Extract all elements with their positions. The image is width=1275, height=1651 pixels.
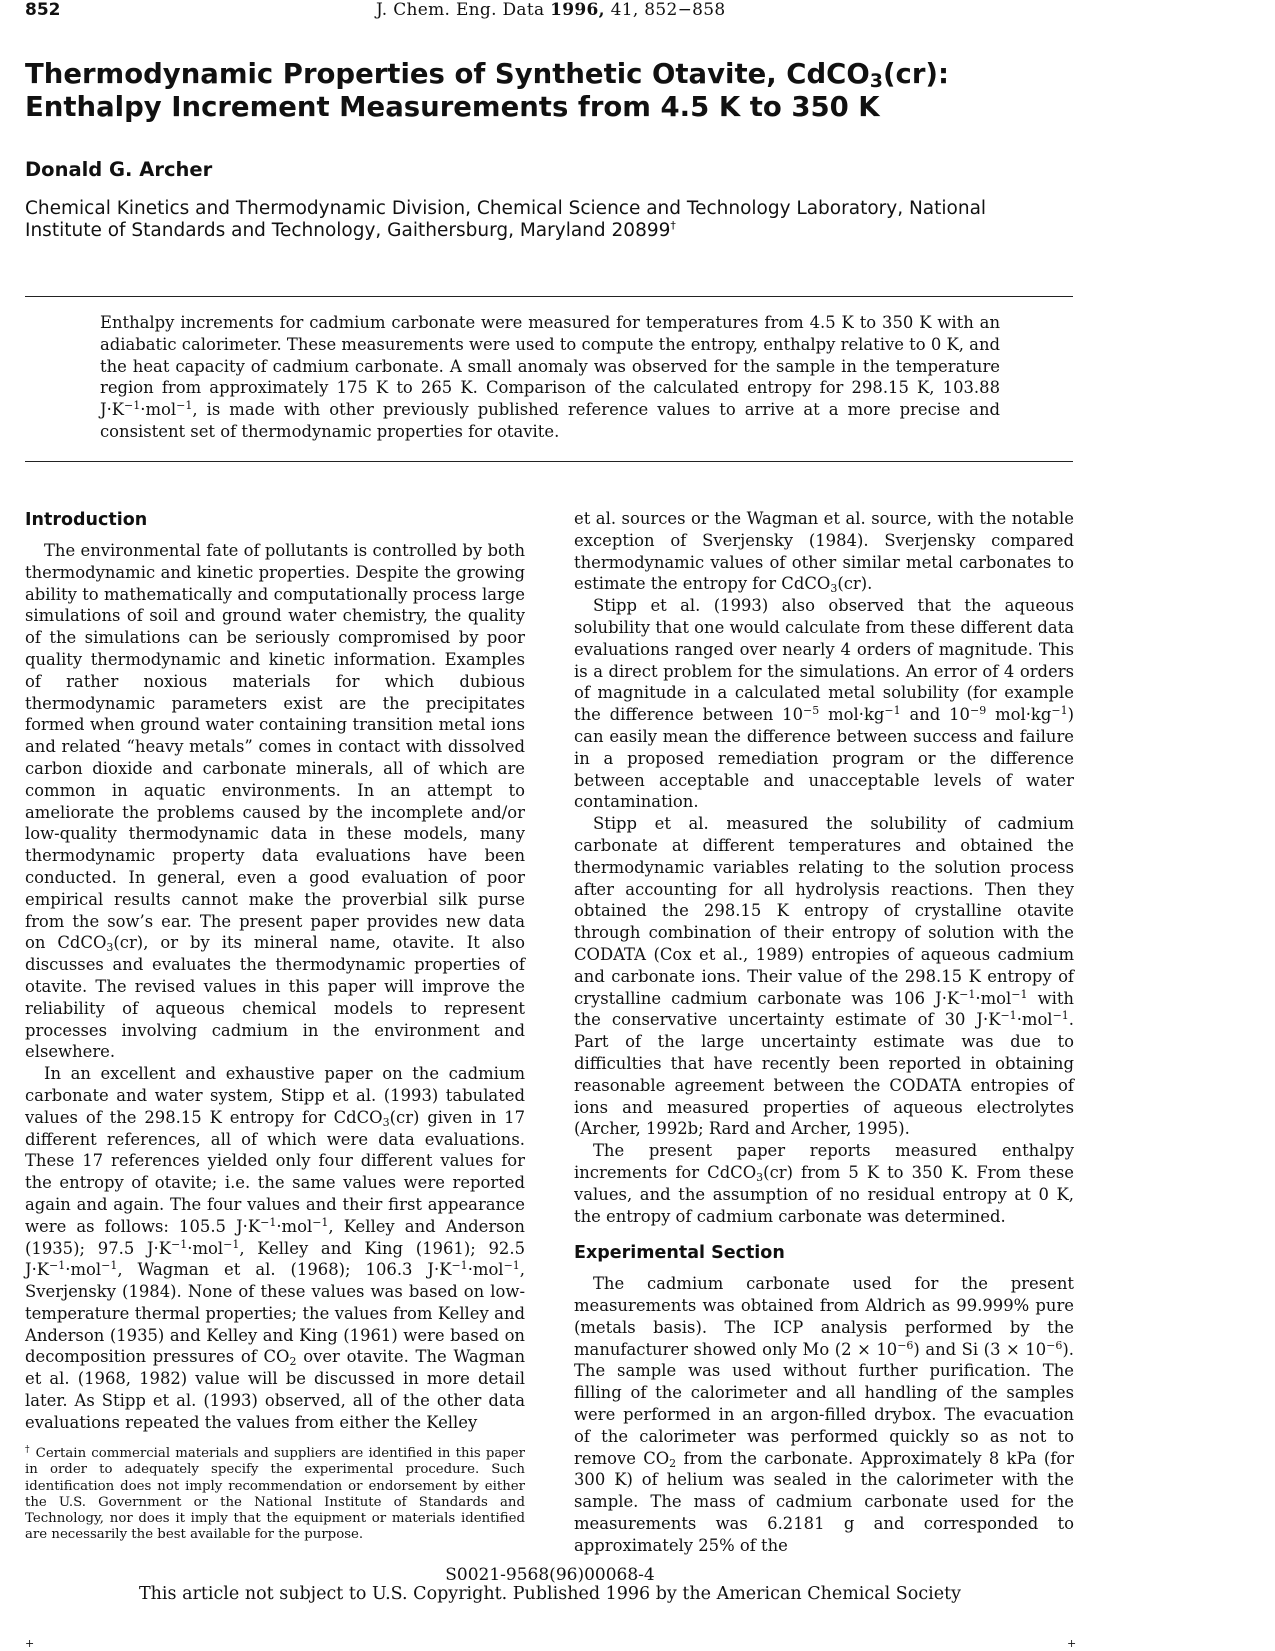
abstract-top-rule — [25, 296, 1073, 297]
left-column — [25, 508, 525, 1434]
paragraph: et al. sources or the Wagman et al. source, with the notable exception of Sverjensky (1984). Sverjensky compared thermodynamic values of other similar metal carbonates to estimate the entropy for CdCO$_3$(cr). — [574, 509, 1074, 596]
doi-code: S0021-9568(96)00068-4 — [445, 1565, 655, 1585]
paragraph: The cadmium carbonate used for the present measurements was obtained from Aldrich as 99.999% pure (metals basis). The ICP analysis performed by the manufacturer showed only Mo $(2 \times 10^{-6})$ and Si $(3 \times 10^{-6})$. The sample was used without further purification. The filling of the calorimeter and all handling of the samples were performed in an argon-filled drybox. The evacuation of the calorimeter was performed quickly so as not to remove $CO_2$ from the carbonate. Approximately 8 kPa (for 300 K) of helium was sealed in the calorimeter with the sample. The mass of cadmium carbonate used for the measurements was 6.2181 g and corresponded to approximately 25% of the — [574, 1274, 1075, 1555]
author-name: Donald G. Archer — [25, 158, 213, 181]
section-heading-introduction: Introduction — [25, 510, 148, 530]
crop-mark-left: + — [25, 1637, 35, 1650]
copyright-notice: This article not subject to U.S. Copyright. Published 1996 by the American Chemical Society — [138, 1584, 961, 1604]
journal-name: J. Chem. Eng. Data — [376, 0, 545, 20]
section-heading-experimental: Experimental Section — [574, 1243, 785, 1264]
journal-year: 1996, — [550, 0, 605, 20]
journal-citation — [376, 0, 726, 20]
article-title: Thermodynamic Properties of Synthetic Otavite, CdCO$_3$(cr): Enthalpy Increment Measurements from 4.5 K to 350 K — [25, 58, 949, 123]
paragraph: The environmental fate of pollutants is controlled by both thermodynamic and kinetic properties. Despite the growing ability to mathematically and computationally process large simulations of soil and ground water chemistry, the quality of the simulations can be seriously compromised by poor quality thermodynamic and kinetic information. Examples of rather noxious materials for which dubious thermodynamic parameters exist are the precipitates formed when ground water containing transition metal ions and related “heavy metals” comes in contact with dissolved carbon dioxide and carbonate minerals, all of which are common in aquatic environments. In an attempt to ameliorate the problems caused by the incomplete and/or low-quality thermodynamic data in these models, many thermodynamic property data evaluations have been conducted. In general, even a good evaluation of poor empirical results cannot make the proverbial silk purse from the sow’s ear. The present paper provides new data on CdCO$_3$(cr), or by its mineral name, otavite. It also discusses and evaluates the thermodynamic properties of otavite. The revised values in this paper will improve the reliability of aqueous chemical models to represent processes involving cadmium in the environment and elsewhere. — [25, 541, 525, 1062]
abstract: Enthalpy increments for cadmium carbonate were measured for temperatures from 4.5 K to 350 K with an adiabatic calorimeter. These measurements were used to compute the entropy, enthalpy relative to 0 K, and the heat capacity of cadmium carbonate. A small anomaly was observed for the sample in the temperature region from approximately 175 K to 265 K. Comparison of the calculated entropy for 298.15 K, 103.88 $J\cdot K^{-1}\cdot mol^{-1}$, is made with other previously published reference values to arrive at a more precise and consistent set of thermodynamic properties for otavite. — [100, 313, 1000, 441]
paragraph: The present paper reports measured enthalpy increments for CdCO$_3$(cr) from 5 K to 350 K. From these values, and the assumption of no residual entropy at 0 K, the entropy of cadmium carbonate was determined. — [574, 1141, 1074, 1226]
abstract-bottom-rule — [25, 461, 1073, 462]
paragraph: Stipp et al. (1993) also observed that the aqueous solubility that one would calculate from these different data evaluations ranged over nearly 4 orders of magnitude. This is a direct problem for the simulations. An error of 4 orders of magnitude in a calculated metal solubility (for example the difference between $10^{-5}$ $mol\cdot kg^{-1}$ and $10^{-9}$ $mol\cdot kg^{-1}$) can easily mean the difference between success and failure in a proposed remediation program or the difference between acceptable and unacceptable levels of water contamination. — [574, 596, 1074, 812]
right-column — [574, 508, 1074, 1557]
paragraph: Stipp et al. measured the solubility of cadmium carbonate at different temperatures and obtained the thermodynamic variables relating to the solution process after accounting for all hydrolysis reactions. Then they obtained the 298.15 K entropy of crystalline otavite through combination of their entropy of solution with the CODATA (Cox et al., 1989) entropies of aqueous cadmium and carbonate ions. Their value of the 298.15 K entropy of crystalline cadmium carbonate was 106 $J\cdot K^{-1}\cdot mol^{-1}$ with the conservative uncertainty estimate of 30 $J\cdot K^{-1}\cdot mol^{-1}$. Part of the large uncertainty estimate was due to difficulties that have recently been reported in obtaining reasonable agreement between the CODATA entropies of ions and measured properties of aqueous electrolytes (Archer, 1992b; Rard and Archer, 1995). — [574, 814, 1074, 1139]
paragraph: In an excellent and exhaustive paper on the cadmium carbonate and water system, Stipp et al. (1993) tabulated values of the 298.15 K entropy for CdCO$_3$(cr) given in 17 different references, all of which were data evaluations. These 17 references yielded only four different values for the entropy of otavite; i.e. the same values were reported again and again. The four values and their first appearance were as follows: 105.5 $J\cdot K^{-1}\cdot mol^{-1}$, Kelley and Anderson (1935); 97.5 $J\cdot K^{-1}\cdot mol^{-1}$, Kelley and King (1961); 92.5 $J\cdot K^{-1}\cdot mol^{-1}$, Wagman et al. (1968); 106.3 $J\cdot K^{-1}\cdot mol^{-1}$, Sverjensky (1984). None of these values was based on low-temperature thermal properties; the values from Kelley and Anderson (1935) and Kelley and King (1961) were based on decomposition pressures of $CO_2$ over otavite. The Wagman et al. (1968, 1982) value will be discussed in more detail later. As Stipp et al. (1993) observed, all of the other data evaluations repeated the values from either the Kelley — [25, 1064, 526, 1432]
author-affiliation: Chemical Kinetics and Thermodynamic Division, Chemical Science and Technology Laboratory, National Institute of Standards and Technology, Gaithersburg, Maryland 20899† — [25, 198, 987, 241]
crop-mark-right: + — [1067, 1637, 1077, 1650]
page-number: 852 — [25, 0, 61, 20]
journal-volume-pages: 41, 852−858 — [610, 0, 726, 20]
footnote: † Certain commercial materials and suppliers are identified in this paper in order to adequately specify the experimental procedure. Such identification does not imply recommendation or endorsement by either the U.S. Government or the National Institute of Standards and Technology, nor does it imply that the equipment or materials identified are necessarily the best available for the purpose. — [25, 1445, 525, 1543]
